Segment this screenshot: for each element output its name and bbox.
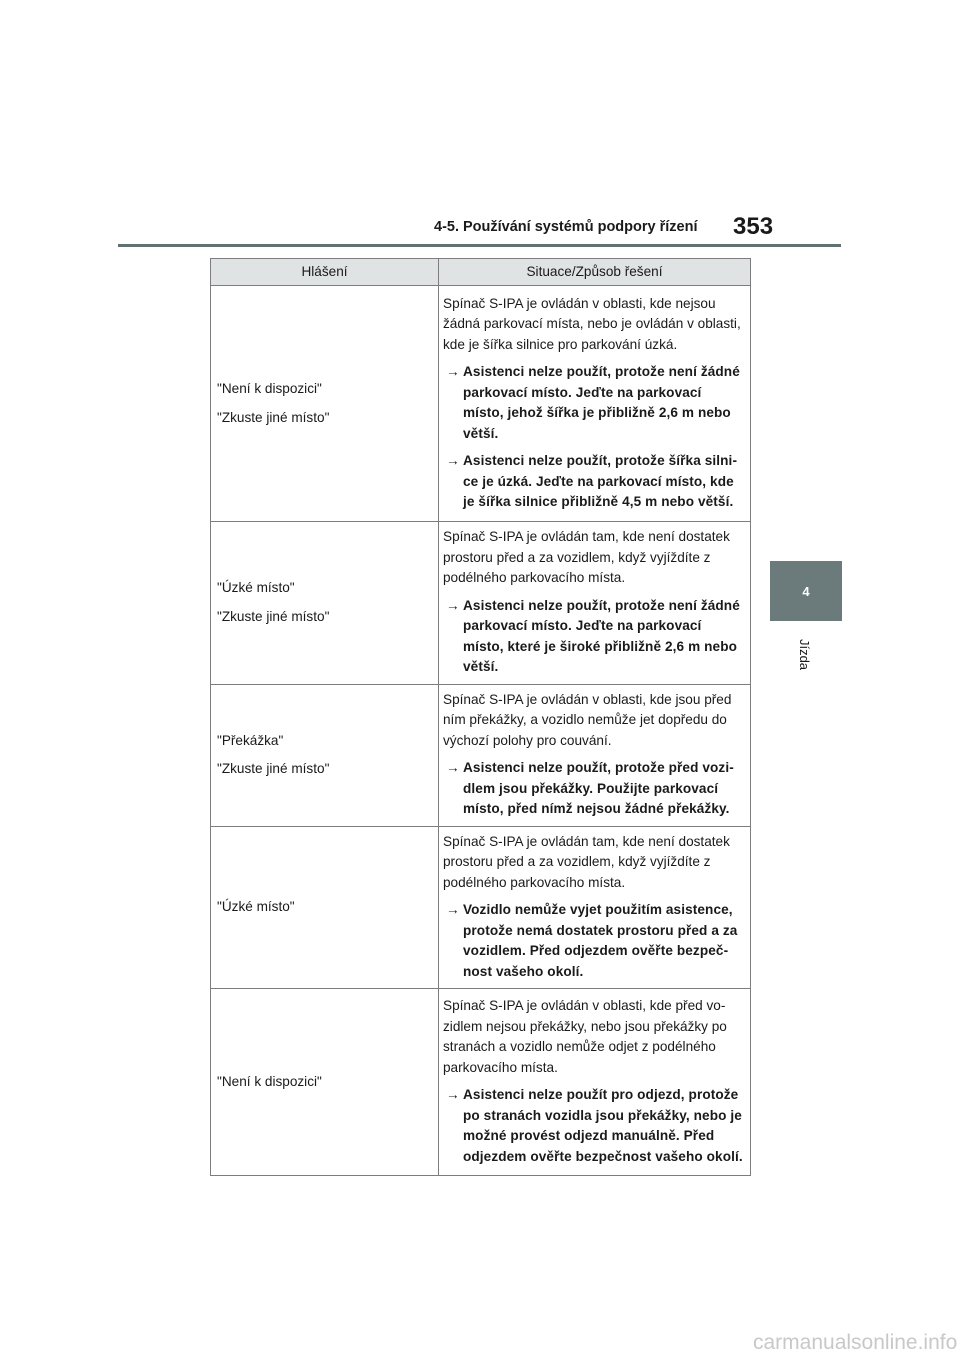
header-divider [118, 244, 841, 247]
chapter-label [798, 632, 812, 676]
page-number: 353 [733, 213, 774, 240]
arrow-icon: → [446, 453, 460, 468]
chapter-label-text: Jízda [797, 638, 813, 670]
solution-action-text: Asistenci nelze použít, protože není žádné parkovací místo. Jeďte na parkovací místo, jehož šířka je přibližně 2,6 m nebo větší. [463, 364, 740, 441]
message-cell [211, 989, 439, 1176]
message-text: "Zkuste jiné místo" [217, 608, 330, 624]
message-cell [211, 684, 439, 826]
solution-action [443, 596, 745, 678]
message-text: "Úzké místo" [217, 580, 295, 596]
column-header-solution: Situace/Způsob řešení [439, 259, 751, 286]
table-header-row [211, 259, 751, 286]
solution-action-text: Asistenci nelze použít pro odjezd, protože po stranách vozidla jsou překážky, nebo je možné provést odjezd manuálně. Před odjezdem ověřte bezpečnost vašeho okolí. [463, 1087, 743, 1164]
solution-action-text: Vozidlo nemůže vyjet použitím asistence, protože nemá dostatek prostoru před a za vozidlem. Před odjezdem ověřte bezpečnost vašeho okolí. [463, 902, 738, 979]
situation-description: Spínač S-IPA je ovládán tam, kde není dostatek prostoru před a za vozidlem, když vyjíždíte z podélného parkovacího místa. [443, 833, 730, 890]
table-row [211, 989, 751, 1176]
message-cell [211, 522, 439, 685]
solution-action-text: Asistenci nelze použít, protože šířka silnice je úzká. Jeďte na parkovací místo, kde je šířka silnice přibližně 4,5 m nebo větší. [463, 453, 737, 509]
table-row [211, 826, 751, 989]
chapter-tab[interactable] [770, 561, 842, 621]
solution-action [443, 1085, 745, 1167]
solution-action-text: Asistenci nelze použít, protože před vozidlem jsou překážky. Použijte parkovací místo, před nímž nejsou žádné překážky. [463, 760, 734, 816]
table-row [211, 684, 751, 826]
arrow-icon: → [446, 1087, 460, 1102]
solution-cell [439, 522, 751, 685]
message-text: "Překážka" [217, 732, 284, 748]
situation-description: Spínač S-IPA je ovládán v oblasti, kde jsou před ním překážky, a vozidlo nemůže jet dopředu do výchozí polohy pro couvání. [443, 691, 732, 748]
solution-action-text: Asistenci nelze použít, protože není žádné parkovací místo. Jeďte na parkovací místo, které je široké přibližně 2,6 m nebo větší. [463, 597, 740, 674]
arrow-icon: → [446, 364, 460, 379]
message-text: "Není k dispozici" [217, 1073, 322, 1089]
solution-action [443, 362, 745, 444]
solution-action [443, 451, 745, 513]
table-row [211, 286, 751, 522]
solution-cell [439, 684, 751, 826]
table-row [211, 522, 751, 685]
solution-cell [439, 286, 751, 522]
solution-cell [439, 989, 751, 1176]
situation-description: Spínač S-IPA je ovládán tam, kde není dostatek prostoru před a za vozidlem, když vyjíždíte z podélného parkovacího místa. [443, 529, 730, 585]
solution-cell [439, 826, 751, 989]
message-text: "Není k dispozici" [217, 381, 322, 396]
situation-description: Spínač S-IPA je ovládán v oblasti, kde před vozidlem nejsou překážky, nebo jsou překážky po stranách a vozidlo nemůže odjet z podélného parkovacího místa. [443, 998, 727, 1075]
arrow-icon: → [446, 760, 460, 775]
column-header-message: Hlášení [211, 259, 439, 286]
section-title: 4-5. Používání systémů podpory řízení [434, 219, 698, 235]
chapter-number: 4 [802, 583, 810, 599]
solution-action [443, 758, 745, 820]
message-cell [211, 826, 439, 989]
solution-action [443, 900, 745, 982]
arrow-icon: → [446, 597, 460, 613]
message-text: "Zkuste jiné místo" [217, 761, 330, 776]
situation-description: Spínač S-IPA je ovládán v oblasti, kde nejsou žádná parkovací místa, nebo je ovládán v oblasti, kde je šířka silnice pro parkování úzká. [443, 295, 741, 352]
message-table [210, 258, 751, 1176]
arrow-icon: → [446, 902, 460, 917]
message-text: "Úzké místo" [217, 899, 295, 914]
message-text: "Zkuste jiné místo" [217, 409, 330, 425]
watermark: carmanualsonline.info [753, 1331, 958, 1354]
message-cell [211, 286, 439, 522]
